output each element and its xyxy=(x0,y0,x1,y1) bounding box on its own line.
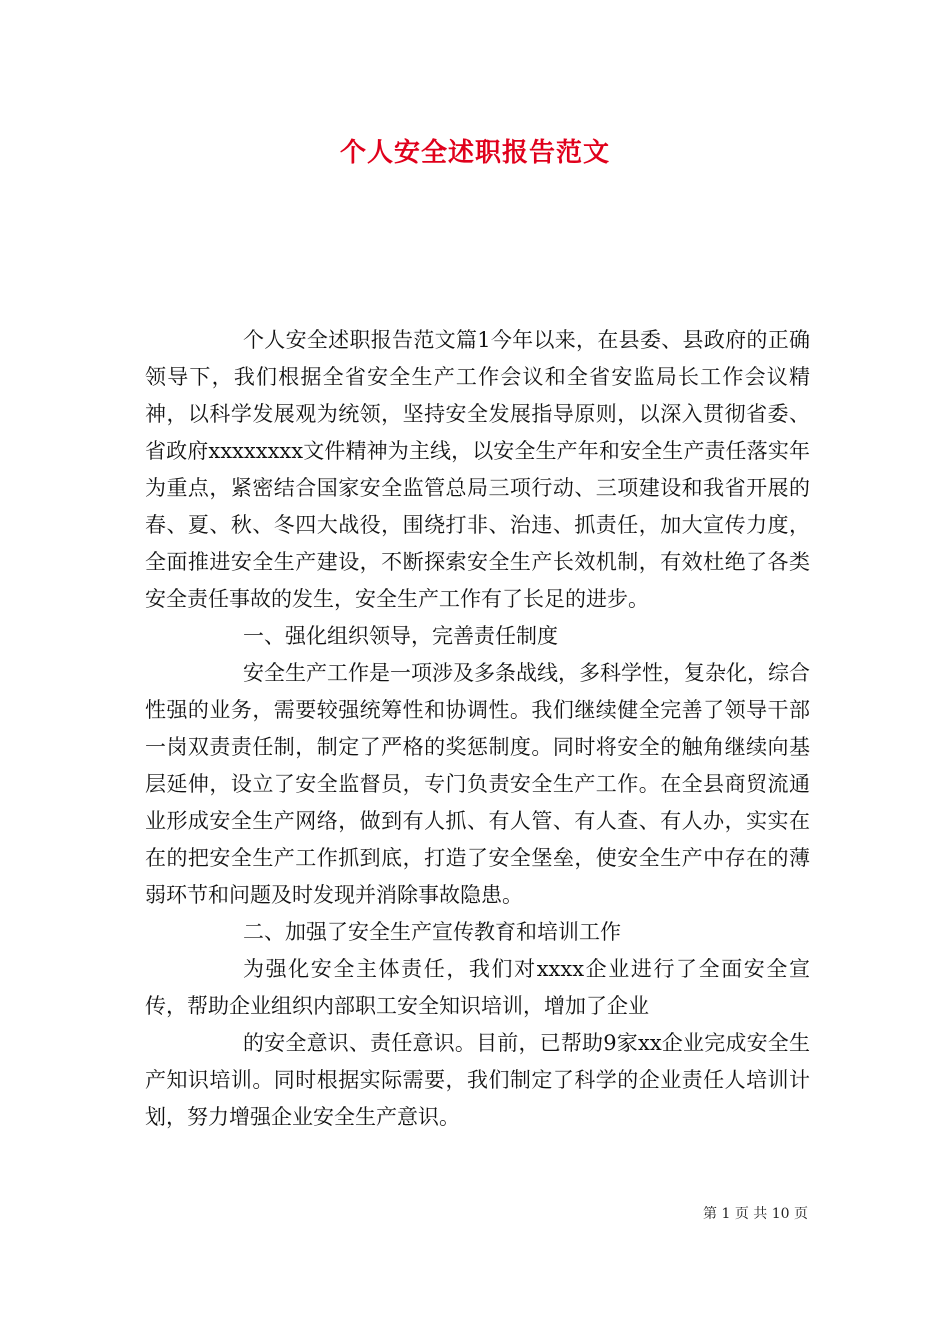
section-heading-1: 一、强化组织领导，完善责任制度 xyxy=(243,624,558,648)
paragraph-intro: 个人安全述职报告范文篇1今年以来，在县委、县政府的正确领导下，我们根据全省安全生产工作会议和全省安监局长工作会议精神，以科学发展观为统领，坚持安全发展指导原则，以深入贯彻省委、省政府xxxxxxxx文件精神为主线，以安全生产年和安全生产责任落实年为重点，紧密结合国家安全监管总局三项行动、三项建设和我省开展的春、夏、秋、冬四大战役，围绕打非、治违、抓责任，加大宣传力度，全面推进安全生产建设，不断探索安全生产长效机制，有效杜绝了各类安全责任事故的发生，安全生产工作有了长足的进步。 xyxy=(145,328,810,611)
paragraph-section-2-part-2: 的安全意识、责任意识。目前，已帮助9家xx企业完成安全生产知识培训。同时根据实际需要，我们制定了科学的企业责任人培训计划，努力增强企业安全生产意识。 xyxy=(145,1031,810,1129)
paragraph-section-1: 安全生产工作是一项涉及多条战线，多科学性，复杂化，综合性强的业务，需要较强统筹性和协调性。我们继续健全完善了领导干部一岗双责责任制，制定了严格的奖惩制度。同时将安全的触角继续向基层延伸，设立了安全监督员，专门负责安全生产工作。在全县商贸流通业形成安全生产网络，做到有人抓、有人管、有人查、有人办，实实在在的把安全生产工作抓到底，打造了安全堡垒，使安全生产中存在的薄弱环节和问题及时发现并消除事故隐患。 xyxy=(145,661,810,907)
section-heading-2: 二、加强了安全生产宣传教育和培训工作 xyxy=(243,920,621,944)
document-title: 个人安全述职报告范文 xyxy=(339,138,610,168)
document-body xyxy=(145,322,810,1136)
paragraph-section-2-part-1: 为强化安全主体责任，我们对xxxx企业进行了全面安全宣传，帮助企业组织内部职工安全知识培训，增加了企业 xyxy=(145,957,810,1018)
page-number: 第 1 页 共 10 页 xyxy=(703,1206,808,1222)
